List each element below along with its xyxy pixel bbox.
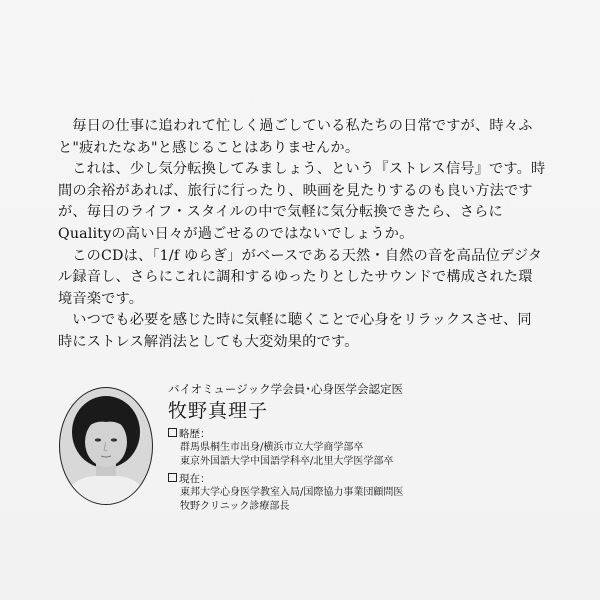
current-item: 東邦大学心身医学教室入局/国際協力事業団顧問医 [180, 487, 404, 498]
paragraph-2: これは、少し気分転換してみましょう、という『ストレス信号』です。時間の余裕があれば、旅行に行ったり、映画を見たりするのも良い方法ですが、毎日のライフ・スタイルの中で気軽に気分転換できたら、さらにQualityの高い日々が過ごせるのではないでしょうか。 [58, 161, 546, 242]
body-text [58, 116, 546, 354]
history-section [168, 427, 528, 468]
portrait-photo [58, 386, 154, 506]
history-item: 群馬県桐生市出身/横浜市立大学商学部卒 [180, 442, 364, 453]
checkbox-square-icon [168, 428, 177, 437]
current-label: 現在： [179, 473, 211, 485]
current-section [168, 472, 528, 513]
current-item: 牧野クリニック診療部長 [180, 500, 290, 512]
affiliation: バイオミュージック学会員･心身医学会認定医 [168, 382, 403, 396]
author-name: 牧野真理子 [168, 400, 269, 422]
profile [168, 381, 528, 513]
paragraph-4: いつでも必要を感じた時に気軽に聴くことで心身をリラックスさせ、同時にストレス解消法としても大変効果的です。 [58, 312, 532, 350]
history-label: 略歴： [179, 428, 211, 440]
checkbox-square-icon [168, 473, 177, 482]
paragraph-1: 毎日の仕事に追われて忙しく過ごしている私たちの日常ですが、時々ふと"疲れたなあ"と感じることはありませんか。 [58, 118, 533, 156]
history-item: 東京外国語大学中国語学科卒/北里大学医学部卒 [180, 455, 394, 467]
paragraph-3: このCDは、「1/f ゆらぎ」がベースである天然・自然の音を高品位デジタル録音し、さらにこれに調和するゆったりとしたサウンドで構成された環境音楽です。 [58, 247, 543, 307]
